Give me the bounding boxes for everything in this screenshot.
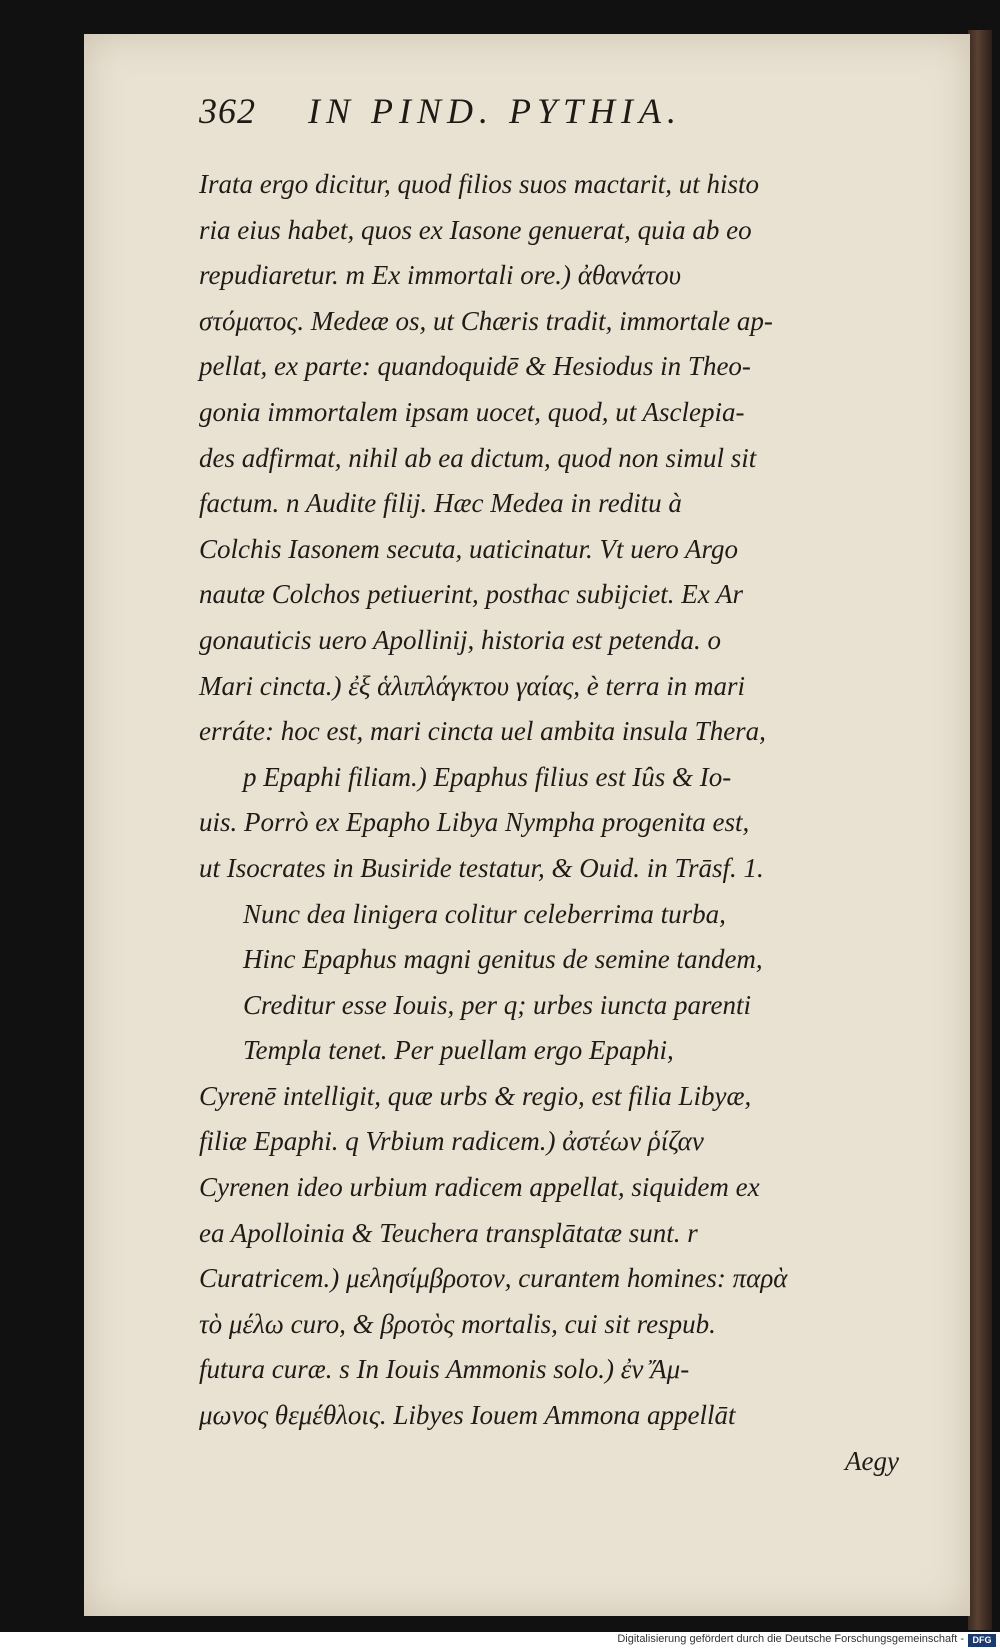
- text-line: factum. n Audite filij. Hæc Medea in reditu à: [199, 488, 682, 519]
- verse-line: Creditur esse Iouis, per q; urbes iuncta parenti: [243, 989, 751, 1020]
- text-line: στόματος. Medeæ os, ut Chæris tradit, immortale ap-: [199, 305, 773, 336]
- text-line: Mari cincta.) ἐξ ἁλιπλάγκτου γαίας, è terra in mari: [199, 670, 746, 701]
- text-line: τὸ μέλω curo, & βροτὸς mortalis, cui sit respub.: [199, 1308, 716, 1339]
- catchword: Aegy: [845, 1445, 899, 1476]
- text-line: filiæ Epaphi. q Vrbium radicem.) ἀστέων ῥίζαν: [199, 1126, 704, 1157]
- text-line: repudiaretur. m Ex immortali ore.) ἀθανάτου: [199, 260, 682, 291]
- text-line: Cyrenen ideo urbium radicem appellat, siquidem ex: [199, 1172, 760, 1203]
- verse-line: Hinc Epaphus magni genitus de semine tandem,: [243, 944, 763, 975]
- footer-credit: Digitalisierung gefördert durch die Deutsche Forschungsgemeinschaft -: [617, 1633, 964, 1645]
- text-line: Irata ergo dicitur, quod filios suos mactarit, ut histo: [199, 169, 760, 199]
- digitization-footer: [0, 1632, 1000, 1650]
- text-line: futura curæ. s In Iouis Ammonis solo.) ἐν Ἄμ-: [199, 1354, 690, 1385]
- verse-line: Nunc dea linigera colitur celeberrima turba,: [243, 898, 726, 929]
- text-line: Curatricem.) μελησίμβροτον, curantem homines: παρὰ: [199, 1263, 788, 1294]
- text-line: erráte: hoc est, mari cincta uel ambita insula Thera,: [199, 716, 766, 747]
- dfg-logo-icon: DFG: [968, 1634, 996, 1647]
- text-line: uis. Porrò ex Epapho Libya Nympha progenita est,: [199, 807, 750, 838]
- verse-line: Templa tenet. Per puellam ergo Epaphi,: [243, 1035, 674, 1066]
- text-line: gonia immortalem ipsam uocet, quod, ut Asclepia-: [199, 396, 745, 427]
- text-line: ea Apolloinia & Teuchera transplātatæ sunt. r: [199, 1217, 698, 1248]
- text-line: ria eius habet, quos ex Iasone genuerat, quia ab eo: [199, 214, 752, 245]
- page-header: [199, 90, 682, 132]
- text-line: des adfirmat, nihil ab ea dictum, quod non simul sit: [199, 442, 757, 473]
- text-line: μωνος θεμέθλοις. Libyes Iouem Ammona appellāt: [199, 1400, 736, 1431]
- text-line: nautæ Colchos petiuerint, posthac subijciet. Ex Ar: [199, 579, 743, 610]
- page-number: 362: [199, 91, 256, 131]
- text-line: gonauticis uero Apollinij, historia est petenda. o: [199, 624, 721, 655]
- text-line: pellat, ex parte: quandoquidē & Hesiodus in Theo-: [199, 351, 751, 382]
- text-line: Colchis Iasonem secuta, uaticinatur. Vt uero Argo: [199, 533, 738, 564]
- text-line: p Epaphi filiam.) Epaphus filius est Iûs & Io-: [243, 761, 732, 792]
- running-title: IN PIND. PYTHIA.: [308, 91, 682, 131]
- text-line: Cyrenē intelligit, quæ urbs & regio, est filia Libyæ,: [199, 1080, 752, 1111]
- book-edge: [968, 30, 992, 1630]
- text-line: ut Isocrates in Busiride testatur, & Ouid. in Trāsf. 1.: [199, 852, 764, 883]
- body-text: [199, 162, 899, 1484]
